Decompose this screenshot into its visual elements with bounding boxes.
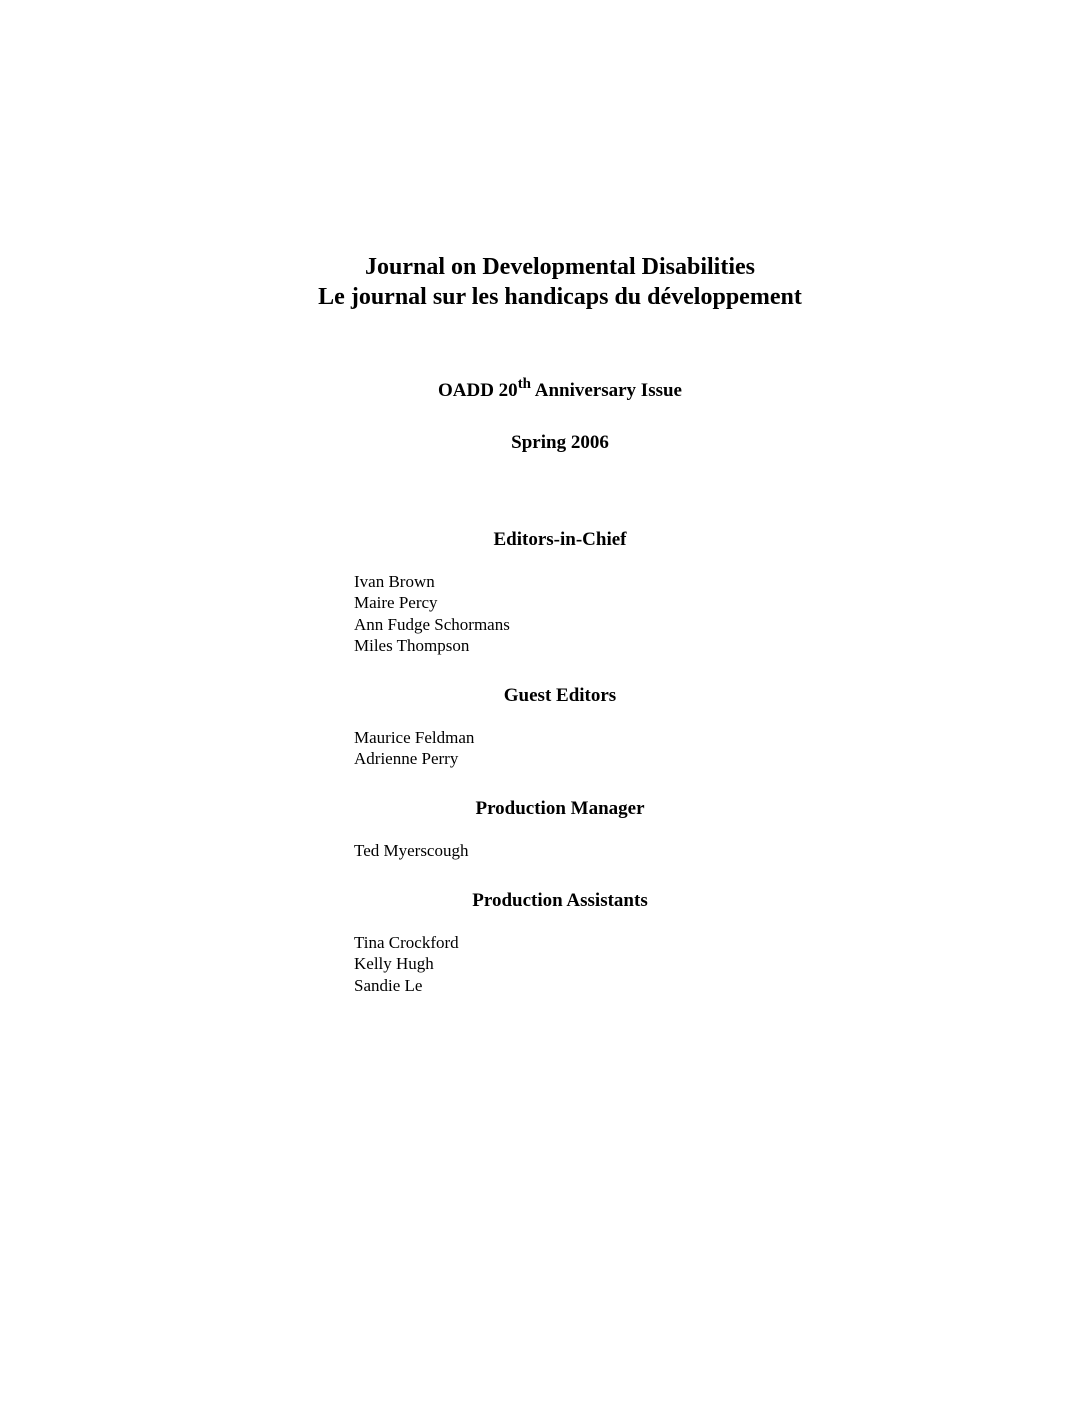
guest-editors-list bbox=[354, 727, 474, 770]
section-heading-production-assistants: Production Assistants bbox=[472, 890, 648, 911]
name-item: Maurice Feldman bbox=[354, 728, 475, 747]
name-item: Tina Crockford bbox=[354, 933, 459, 952]
name-item: Maire Percy bbox=[354, 593, 438, 613]
name-item: Ann Fudge Schormans bbox=[354, 614, 510, 634]
section-heading-editors-in-chief: Editors-in-Chief bbox=[493, 529, 627, 550]
issue-title-suffix: Anniversary Issue bbox=[531, 380, 682, 401]
name-item: Ivan Brown bbox=[354, 572, 435, 591]
section-heading-guest-editors: Guest Editors bbox=[503, 685, 617, 706]
issue-season: Spring 2006 bbox=[511, 432, 609, 453]
editors-in-chief-list bbox=[354, 571, 510, 657]
production-manager-list bbox=[354, 840, 468, 861]
journal-title-english: Journal on Developmental Disabilities bbox=[364, 254, 755, 280]
name-item: Sandie Le bbox=[354, 975, 423, 995]
issue-title-prefix: OADD 20 bbox=[437, 380, 518, 401]
journal-title bbox=[0, 252, 1088, 312]
name-item: Adrienne Perry bbox=[354, 749, 459, 769]
name-item: Ted Myerscough bbox=[354, 841, 469, 860]
issue-title bbox=[0, 376, 1088, 402]
name-item: Kelly Hugh bbox=[354, 954, 434, 974]
name-item: Miles Thompson bbox=[354, 636, 470, 656]
issue-title-superscript: th bbox=[517, 376, 532, 392]
production-assistants-list bbox=[354, 932, 459, 996]
section-heading-production-manager: Production Manager bbox=[475, 798, 645, 819]
journal-title-french: Le journal sur les handicaps du développement bbox=[318, 284, 802, 310]
